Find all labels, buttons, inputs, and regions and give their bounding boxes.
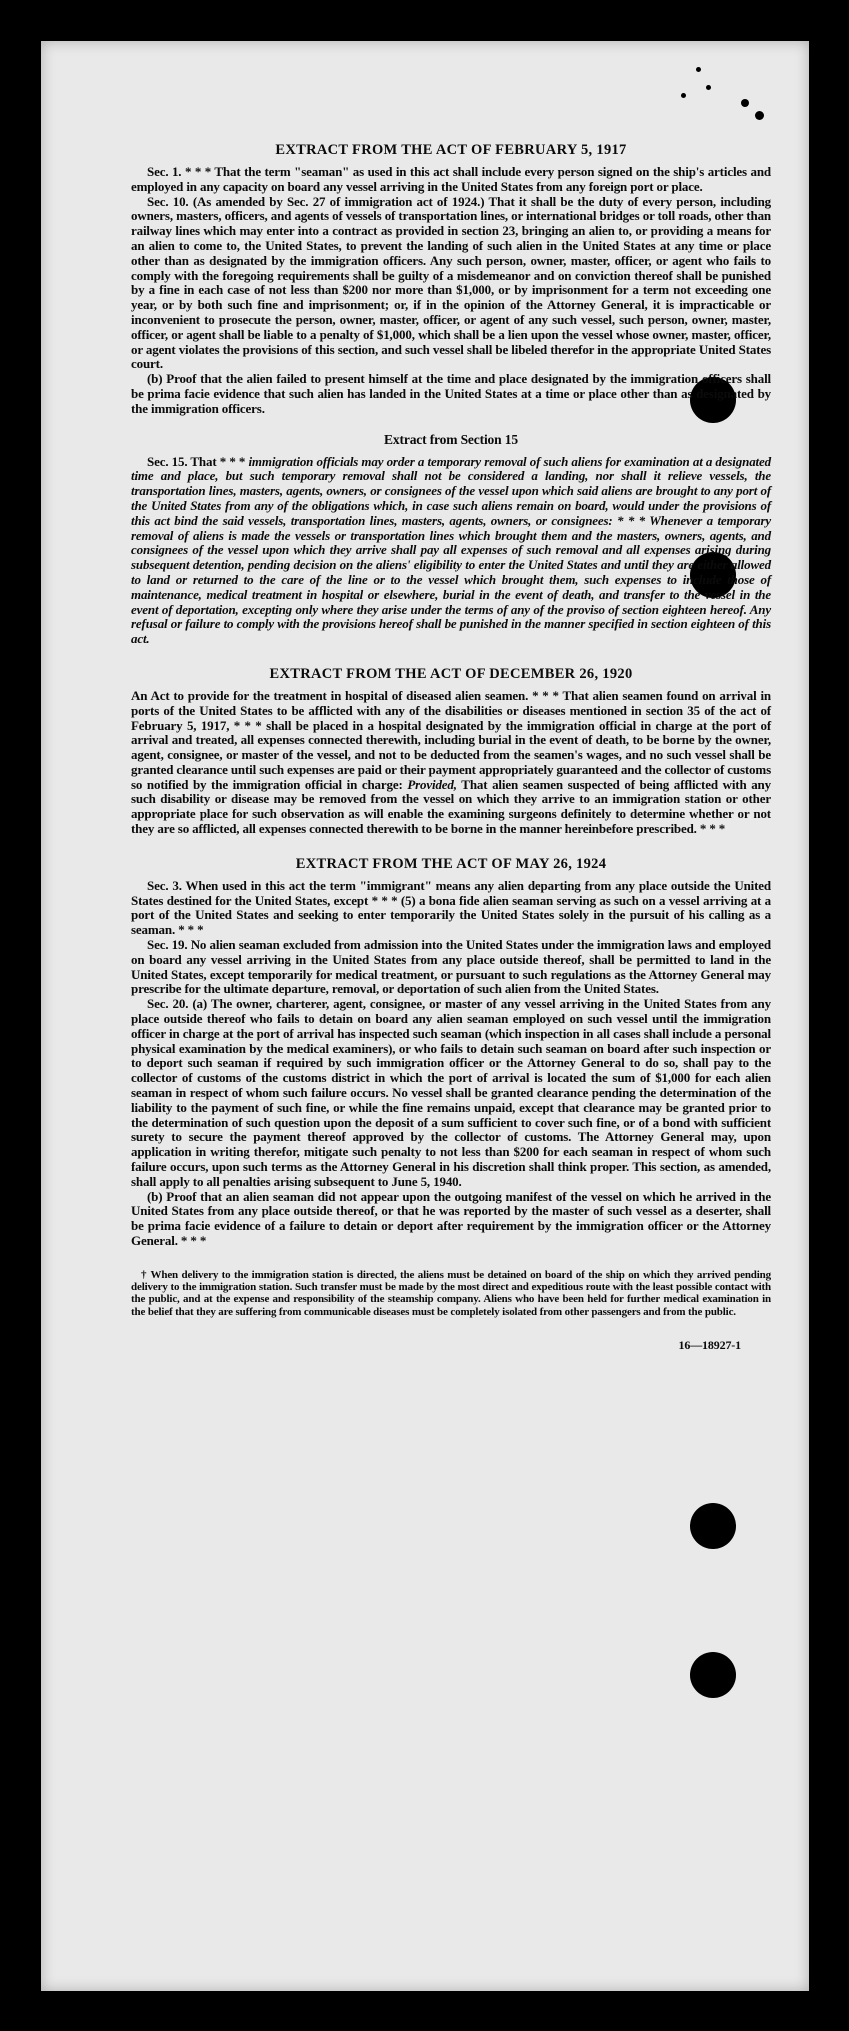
sec-15-lead: Sec. 15. That * * *: [147, 453, 246, 469]
punch-speck: [696, 67, 701, 72]
sec-3: Sec. 3. When used in this act the term "immigrant" means any alien departing from any place outside the United States destined for the United States, except * * * (5) a bona fide alien seaman serving as such on a vessel arriving at a port of the United States and seeking to enter temporarily the United States solely in the pursuit of his calling as a seaman. * * *: [131, 877, 771, 938]
binder-hole: [690, 1652, 736, 1698]
heading-act-1924: EXTRACT FROM THE ACT OF MAY 26, 1924: [295, 855, 607, 872]
heading-act-1917: EXTRACT FROM THE ACT OF FEBRUARY 5, 1917: [275, 142, 627, 158]
punch-speck: [755, 111, 764, 120]
act-1920-body: [131, 689, 771, 837]
sec-15: [131, 455, 771, 647]
sec-1: Sec. 1. * * * That the term "seaman" as used in this act shall include every person signed on the ship's articles and employed in any capacity on board any vessel arriving in the United States from any foreign port or place.: [131, 164, 771, 194]
document-page: [41, 41, 809, 1991]
footnote: † When delivery to the immigration station is directed, the aliens must be detained on board of the ship on which they arrived pending delivery to the immigration station. Such transfer must be made by the most direct and expeditious route with the least possible contact with the public, and at the expense and responsibility of the steamship company. Aliens who have been held for further medical examination in the belief that they are suffering from communicable diseases must be completely isolated from other passengers and from the public.: [131, 1268, 771, 1318]
binder-hole: [690, 1503, 736, 1549]
provided-label: Provided,: [407, 776, 457, 792]
act-1920-text: An Act to provide for the treatment in hospital of diseased alien seamen. * * * That alien seamen found on arrival in ports of the United States to be afflicted with any of the disabilities or diseases mentioned in section 35 of the act of February 5, 1917, * * * shall be placed in a hospital designated by the immigration official in charge at the port of arrival and treated, all expenses connected therewith, including burial in the event of death, to be borne by the owner, agent, consignee, or master of the vessel, and not to be deducted from the seamen's wages, and no such vessel shall be granted clearance until such expenses are paid or their payment appropriately guaranteed and the collector of customs so notified by the immigration official in charge:: [131, 687, 771, 792]
heading-act-1920: EXTRACT FROM THE ACT OF DECEMBER 26, 1920: [269, 665, 633, 682]
punch-speck: [681, 93, 686, 98]
sec-15-body: immigration officials may order a temporary removal of such aliens for examination at a designated time and place, but such temporary removal shall not be considered a landing, nor shall it relieve vessels, the transportation lines, masters, agents, owners, or consignees of the vessel upon which said aliens are brought to any port of the United States from any of the obligations which, in case such aliens remain on board, would under the provisions of this act bind the said vessels, transportation lines, masters, agents, owners, or consignees: * * * Whenever a temporary removal of aliens is made the vessels or transportation lines which brought them and the masters, owners, agents, and consignees of the vessel upon which they arrive shall pay all expenses of such removal and all expenses arising during subsequent detention, pending decision on the aliens' eligibility to enter the United States and until they are either allowed to land or returned to the care of the line or to the vessel which brought them, such expenses to include those of maintenance, medical treatment in hospital or elsewhere, burial in the event of death, and transfer to the vessel in the event of deportation, excepting only where they arise under the terms of any of the proviso of section eighteen hereof. Any refusal or failure to comply with the provisions hereof shall be punished in the manner specified in section eighteen of this act.: [131, 453, 771, 647]
document-body: [131, 141, 771, 1353]
sec-19: Sec. 19. No alien seaman excluded from admission into the United States under the immigration laws and employed on board any vessel arriving in the United States from any place outside thereof, shall be permitted to land in the United States, except temporarily for medical treatment, or pursuant to such regulations as the Attorney General may prescribe for the ultimate departure, removal, or deportation of such alien from the United States.: [131, 937, 771, 997]
document-code: 16—18927-1: [678, 1337, 741, 1352]
sec-20b: (b) Proof that an alien seaman did not appear upon the outgoing manifest of the vessel on which he arrived in the United States from any place outside thereof, or that he was reported by the master of such vessel as a deserter, shall be prima facie evidence of a failure to detain or deport after requirement by the immigration officer or the Attorney General. * * *: [131, 1188, 771, 1248]
punch-speck: [706, 85, 711, 90]
sec-10: Sec. 10. (As amended by Sec. 27 of immigration act of 1924.) That it shall be the duty of every person, including owners, masters, officers, and agents of vessels of transportation lines, or international bridges or toll roads, other than railway lines which may enter into a contract as provided in section 23, bringing an alien to, or providing a means for an alien to come to, the United States, to prevent the landing of such alien in the United States at any time or place other than as designated by the immigration officers. Any such person, owner, master, officer, or agent who fails to comply with the foregoing requirements shall be guilty of a misdemeanor and on conviction thereof shall be punished by a fine in each case of not less than $200 nor more than $1,000, or by imprisonment for a term not exceeding one year, or by both such fine and imprisonment; or, if in the opinion of the Attorney General, it is impracticable or inconvenient to prosecute the person, owner, master, officer, or agent of any such vessel, such person, owner, master, officer, or agent shall be liable to a penalty of $1,000, which shall be a lien upon the vessel whose owner, master, officer, or agent violates the provisions of this section, and such vessel shall be libeled therefor in the appropriate United States court.: [131, 193, 771, 372]
heading-section-15: Extract from Section 15: [384, 431, 518, 447]
punch-speck: [741, 99, 749, 107]
sec-20a: Sec. 20. (a) The owner, charterer, agent, consignee, or master of any vessel arriving in the United States from any place outside thereof who fails to detain on board any alien seaman employed on such vessel until the immigration officer in charge at the port of arrival has inspected such seaman (which inspection in all cases shall include a personal physical examination by the medical examiners), or who fails to detain such seaman on board after such inspection or to deport such seaman if required by such immigration officer or the Attorney General to do so, shall pay to the collector of customs of the customs district in which the port of arrival is located the sum of $1,000 for each alien seaman in respect of whom such failure occurs. No vessel shall be granted clearance pending the determination of the liability to the payment of such fine, or while the fine remains unpaid, except that clearance may be granted prior to the determination of such question upon the deposit of a sum sufficient to cover such fine, or of a bond with sufficient surety to secure the payment thereof approved by the collector of customs. The Attorney General may, upon application in writing therefor, mitigate such penalty to not less than $200 for each seaman in respect of whom such failure occurs, upon such terms as the Attorney General in his discretion shall think proper. This section, as amended, shall apply to all penalties arising subsequent to June 5, 1940.: [131, 996, 771, 1189]
sec-10b: (b) Proof that the alien failed to present himself at the time and place designated by the immigration officers shall be prima facie evidence that such alien has landed in the United States at a time or place other than as designated by the immigration officers.: [131, 371, 771, 416]
act-1920-text-end: That alien seamen suspected of being afflicted with any such disability or disease may be removed from the vessel on which they arrive to an immigration station or other appropriate place for such observation as will enable the examining surgeons definitely to determine whether or not they are so afflicted, all expenses connected therewith to be borne in the manner hereinbefore prescribed. * * *: [131, 776, 771, 837]
